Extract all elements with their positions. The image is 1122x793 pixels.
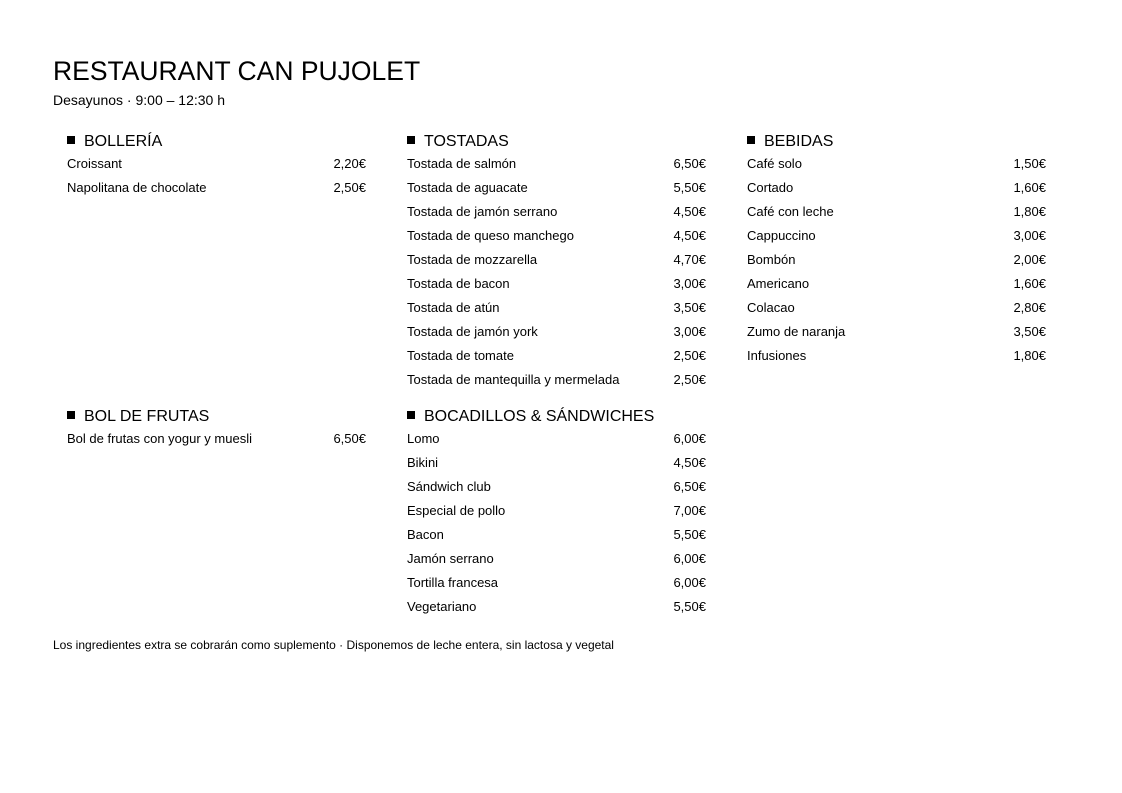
section-title: BOL DE FRUTAS <box>84 408 210 425</box>
menu-item <box>393 454 706 478</box>
menu-item <box>393 323 706 347</box>
menu-item-name: Tostada de mantequilla y mermelada <box>407 372 620 387</box>
menu-item-name: Tostada de jamón york <box>407 324 538 339</box>
menu-item-name: Especial de pollo <box>407 503 506 518</box>
menu-item-name: Tostada de salmón <box>407 156 517 171</box>
menu-item <box>393 299 706 323</box>
menu-item-name: Lomo <box>407 431 440 446</box>
menu-item <box>733 323 1046 347</box>
menu-item-name: Tostada de aguacate <box>407 180 528 195</box>
square-bullet-icon <box>407 136 415 144</box>
menu-item <box>393 251 706 275</box>
menu-item-name: Tostada de tomate <box>407 348 514 363</box>
menu-item-price: 4,70€ <box>673 252 706 267</box>
menu-item-price: 4,50€ <box>673 204 706 219</box>
menu-item <box>733 227 1046 251</box>
square-bullet-icon <box>67 136 75 144</box>
menu-item-price: 3,00€ <box>1013 228 1046 243</box>
menu-item-price: 2,80€ <box>1013 300 1046 315</box>
menu-item-price: 7,00€ <box>673 503 706 518</box>
menu-item <box>393 155 706 179</box>
menu-item-name: Americano <box>747 276 810 291</box>
menu-item-name: Café con leche <box>747 204 834 219</box>
menu-item-name: Tortilla francesa <box>407 575 499 590</box>
menu-item-name: Bacon <box>407 527 444 542</box>
menu-item <box>393 275 706 299</box>
menu-item-list <box>393 430 706 622</box>
menu-item-list <box>53 155 366 203</box>
menu-item-price: 5,50€ <box>673 180 706 195</box>
menu-item-price: 3,00€ <box>673 324 706 339</box>
menu-item-price: 1,60€ <box>1013 180 1046 195</box>
menu-item-price: 6,50€ <box>333 431 366 446</box>
menu-item-name: Tostada de jamón serrano <box>407 204 558 219</box>
section-title: TOSTADAS <box>424 133 509 150</box>
menu-item-price: 6,50€ <box>673 156 706 171</box>
menu-item-name: Croissant <box>67 156 122 171</box>
menu-item-name: Vegetariano <box>407 599 477 614</box>
menu-item-price: 5,50€ <box>673 599 706 614</box>
menu-item-name: Tostada de atún <box>407 300 500 315</box>
section-bebidas <box>733 131 1046 371</box>
menu-item <box>733 179 1046 203</box>
section-header <box>53 131 366 155</box>
menu-item <box>393 502 706 526</box>
menu-item-price: 2,00€ <box>1013 252 1046 267</box>
menu-item-list <box>733 155 1046 371</box>
menu-item-price: 4,50€ <box>673 228 706 243</box>
menu-item-name: Sándwich club <box>407 479 491 494</box>
menu-item-price: 2,50€ <box>673 348 706 363</box>
menu-item <box>393 598 706 622</box>
menu-item-name: Bol de frutas con yogur y muesli <box>67 431 252 446</box>
menu-item-name: Napolitana de chocolate <box>67 180 207 195</box>
menu-item <box>393 574 706 598</box>
section-bol-de-frutas <box>53 406 366 454</box>
section-title: BOLLERÍA <box>84 133 163 150</box>
menu-item-name: Colacao <box>747 300 795 315</box>
menu-item <box>53 179 366 203</box>
menu-item-price: 2,50€ <box>673 372 706 387</box>
menu-item-price: 1,80€ <box>1013 348 1046 363</box>
section-title: BEBIDAS <box>764 133 834 150</box>
menu-item <box>733 203 1046 227</box>
menu-item-name: Café solo <box>747 156 802 171</box>
menu-item-name: Tostada de queso manchego <box>407 228 574 243</box>
section-bolleria <box>53 131 366 203</box>
menu-item-name: Jamón serrano <box>407 551 494 566</box>
menu-item <box>733 299 1046 323</box>
menu-item-name: Tostada de mozzarella <box>407 252 538 267</box>
square-bullet-icon <box>67 411 75 419</box>
menu-item <box>393 550 706 574</box>
menu-item <box>733 347 1046 371</box>
menu-item-price: 3,50€ <box>673 300 706 315</box>
menu-item <box>393 371 706 395</box>
section-header <box>733 131 1046 155</box>
menu-item-name: Tostada de bacon <box>407 276 510 291</box>
menu-item-price: 3,50€ <box>1013 324 1046 339</box>
menu-item <box>393 430 706 454</box>
page-subtitle: Desayunos · 9:00 – 12:30 h <box>53 92 226 108</box>
menu-item-price: 3,00€ <box>673 276 706 291</box>
menu-item <box>733 275 1046 299</box>
menu-item <box>733 251 1046 275</box>
section-title: BOCADILLOS & SÁNDWICHES <box>424 408 655 425</box>
menu-item-price: 1,60€ <box>1013 276 1046 291</box>
menu-item-name: Zumo de naranja <box>747 324 846 339</box>
menu-item-price: 6,00€ <box>673 575 706 590</box>
menu-item-name: Bikini <box>407 455 439 470</box>
menu-item-name: Cappuccino <box>747 228 816 243</box>
menu-item <box>393 179 706 203</box>
menu-item <box>393 478 706 502</box>
page-title: RESTAURANT CAN PUJOLET <box>53 56 421 86</box>
menu-item-list <box>53 430 366 454</box>
menu-item-price: 2,20€ <box>333 156 366 171</box>
menu-item <box>393 227 706 251</box>
menu-item-price: 1,50€ <box>1013 156 1046 171</box>
menu-item <box>393 526 706 550</box>
menu-item <box>393 203 706 227</box>
square-bullet-icon <box>747 136 755 144</box>
menu-item-price: 6,00€ <box>673 551 706 566</box>
menu-item-name: Infusiones <box>747 348 807 363</box>
menu-item <box>53 155 366 179</box>
menu-item-price: 6,50€ <box>673 479 706 494</box>
menu-item-price: 2,50€ <box>333 180 366 195</box>
menu-item-list <box>393 155 706 395</box>
menu-item <box>393 347 706 371</box>
menu-item-price: 5,50€ <box>673 527 706 542</box>
menu-item <box>53 430 366 454</box>
menu-item-price: 1,80€ <box>1013 204 1046 219</box>
menu-item <box>733 155 1046 179</box>
menu-item-price: 6,00€ <box>673 431 706 446</box>
menu-item-name: Bombón <box>747 252 796 267</box>
square-bullet-icon <box>407 411 415 419</box>
section-tostadas <box>393 131 706 395</box>
section-header <box>393 131 706 155</box>
menu-item-name: Cortado <box>747 180 794 195</box>
menu-item-price: 4,50€ <box>673 455 706 470</box>
footnote: Los ingredientes extra se cobrarán como suplemento · Disponemos de leche entera, sin lactosa y vegetal <box>53 638 614 652</box>
section-bocadillos <box>393 406 706 622</box>
section-header <box>393 406 706 430</box>
section-header <box>53 406 366 430</box>
